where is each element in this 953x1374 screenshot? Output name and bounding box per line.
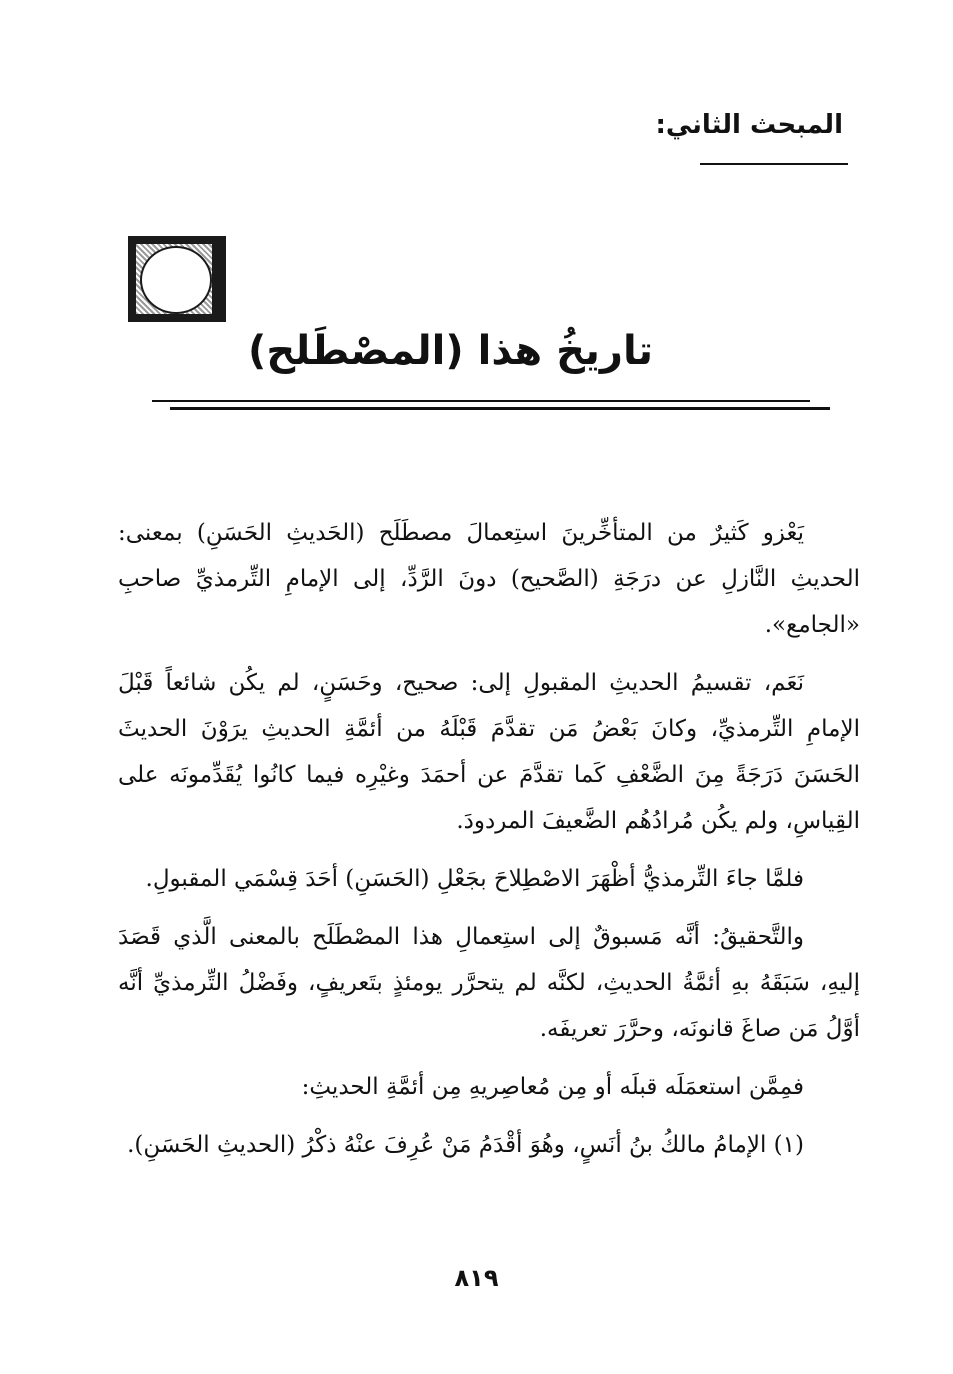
ornament-circle	[140, 246, 212, 314]
paragraph-4: والتَّحقيقُ: أنَّه مَسبوقٌ إلى استِعمالِ هذا المصْطَلَح بالمعنى الَّذي قَصَدَ إليهِ، سَبَقَهُ بهِ أئمَّةُ الحديثِ، لكنَّه لم يتحرَّر يومئذٍ بتَعريفٍ، وفَضْلُ التِّرمذيِّ أنَّه أوَّلُ مَن صاغَ قانونَه، وحرَّرَ تعريفَه.	[118, 924, 860, 1042]
ornament-frame-icon	[128, 236, 226, 322]
page-number: ٨١٩	[454, 1264, 499, 1292]
body-text	[118, 510, 860, 1180]
title-rule-upper	[152, 400, 810, 402]
paragraph-2: نَعَم، تقسيمُ الحديثِ المقبولِ إلى: صحيح، وحَسَنٍ، لم يكُن شائعاً قَبْلَ الإمامِ التِّرمذيِّ، وكانَ بَعْضُ مَن تقدَّمَ قَبْلَهُ من أئمَّةِ الحديثِ يرَوْنَ الحديثَ الحَسَنَ دَرَجَةً مِنَ الضَّعْفِ كَما تقدَّمَ عن أحمَدَ وغيْرِه فيما كانُوا يُقَدِّمونَه على القِياسِ، ولم يكُن مُرادُهُم الضَّعيفَ المردودَ.	[118, 670, 860, 834]
paragraph-1: يَعْزو كَثيرٌ من المتأخِّرينَ استِعمالَ مصطَلَح (الحَديثِ الحَسَنِ) بمعنى: الحديثِ النَّازلِ عن درَجَةِ (الصَّحيح) دونَ الرَّدِّ، إلى الإمامِ التِّرمذيِّ صاحبِ «الجامع».	[118, 520, 860, 638]
section-label: المبحث الثاني:	[655, 110, 843, 140]
paragraph-6: (١) الإمامُ مالكُ بنُ أنَسٍ، وهُوَ أقْدَمُ مَنْ عُرِفَ عنْهُ ذكْرُ (الحديثِ الحَسَنِ).	[127, 1132, 804, 1158]
chapter-title: تاريخُ هذا (المصْطَلح)	[248, 328, 653, 374]
paragraph-5: فمِمَّن استعمَلَه قبلَه أو مِن مُعاصِريهِ مِن أئمَّةِ الحديثِ:	[301, 1074, 804, 1100]
section-label-underline	[700, 163, 848, 165]
title-rule-lower	[170, 407, 830, 410]
paragraph-3: فلمَّا جاءَ التِّرمذيُّ أظْهَرَ الاصْطِلاحَ بجَعْلِ (الحَسَنِ) أحَدَ قِسْمَي المقبولِ.	[145, 866, 804, 892]
